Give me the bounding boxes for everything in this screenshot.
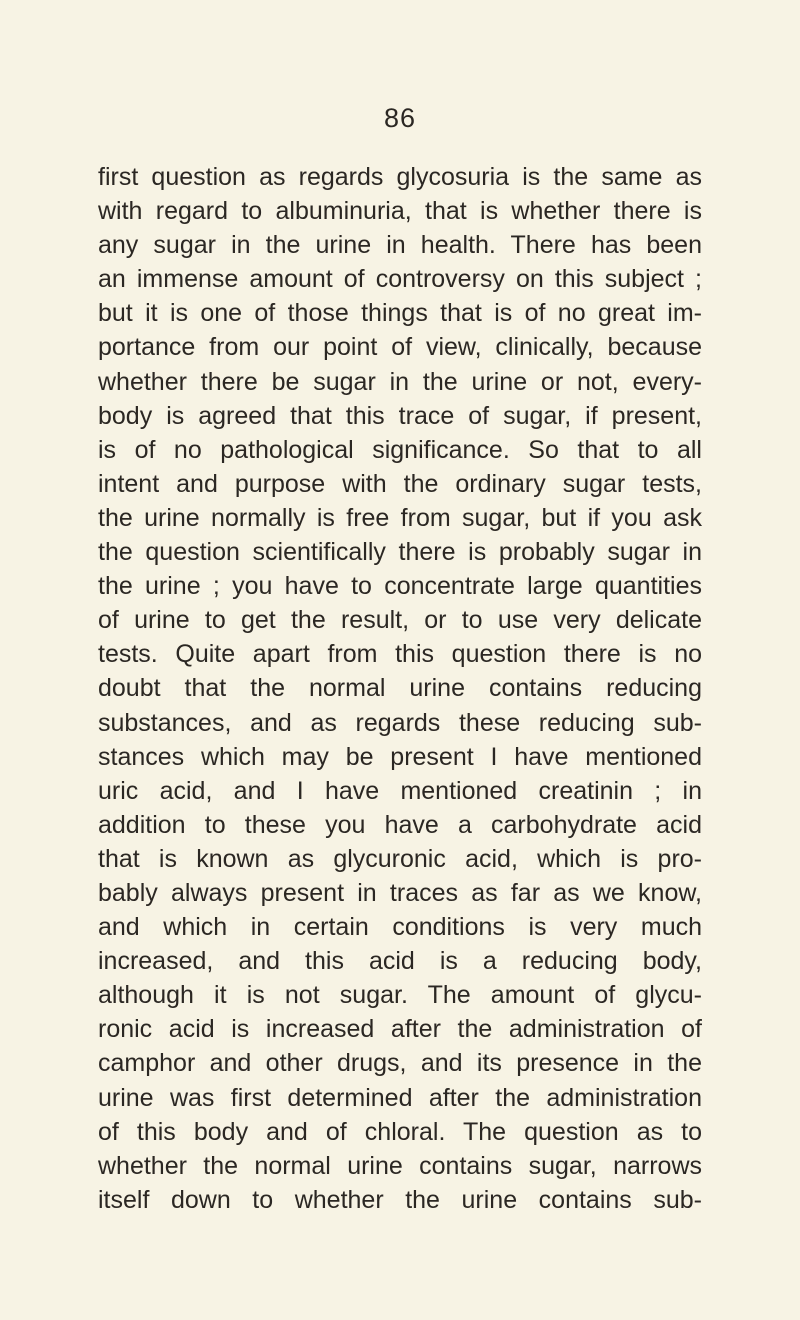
text-line: urine was first determined after the administration (98, 1083, 702, 1112)
page-number: 86 (383, 103, 417, 133)
text-line: substances, and as regards these reducing sub- (98, 708, 702, 737)
text-line: although it is not sugar. The amount of glycu- (98, 981, 702, 1010)
text-line: an immense amount of controversy on this subject ; (98, 265, 702, 294)
text-line: intent and purpose with the ordinary sugar tests, (98, 469, 702, 498)
text-line: camphor and other drugs, and its presence in the (98, 1049, 702, 1078)
text-line: portance from our point of view, clinically, because (98, 333, 702, 362)
text-line: ronic acid is increased after the administration of (98, 1015, 702, 1044)
text-line: of this body and of chloral. The question as to (98, 1117, 702, 1146)
text-line: increased, and this acid is a reducing body, (98, 947, 702, 976)
text-line: body is agreed that this trace of sugar, if present, (98, 401, 702, 430)
body-text (98, 160, 702, 1217)
text-line: stances which may be present I have mentioned (98, 742, 702, 771)
text-line: is of no pathological significance. So that to all (98, 435, 702, 464)
text-line: whether there be sugar in the urine or not, every- (98, 367, 702, 396)
text-line: itself down to whether the urine contains sub- (98, 1185, 702, 1214)
text-line: doubt that the normal urine contains reducing (98, 674, 702, 703)
text-line: of urine to get the result, or to use very delicate (98, 606, 702, 635)
text-line: the urine normally is free from sugar, but if you ask (98, 503, 702, 532)
text-line: bably always present in traces as far as we know, (98, 878, 702, 907)
text-line: and which in certain conditions is very much (98, 913, 702, 942)
text-line: tests. Quite apart from this question there is no (98, 640, 702, 669)
text-line: with regard to albuminuria, that is whether there is (98, 197, 702, 226)
text-line: the urine ; you have to concentrate large quantities (98, 572, 702, 601)
text-line: any sugar in the urine in health. There has been (98, 231, 702, 260)
text-line: whether the normal urine contains sugar, narrows (98, 1151, 702, 1180)
text-line: that is known as glycuronic acid, which is pro- (98, 844, 702, 873)
text-line: but it is one of those things that is of no great im- (98, 299, 702, 328)
text-line: the question scientifically there is probably sugar in (98, 538, 702, 567)
text-line: uric acid, and I have mentioned creatinin ; in (98, 776, 702, 805)
text-line: first question as regards glycosuria is the same as (98, 163, 702, 191)
text-line: addition to these you have a carbohydrate acid (98, 810, 702, 839)
